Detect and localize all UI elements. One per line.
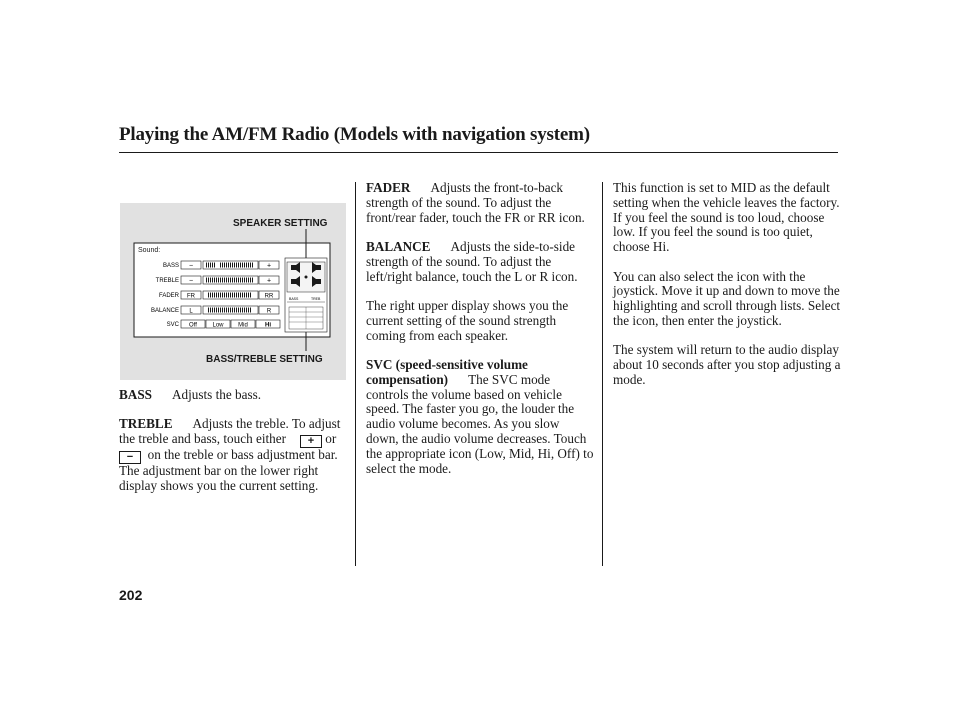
display-paragraph: The right upper display shows you the current setting of the sound strength coming from each speaker.	[366, 297, 569, 343]
treble-term: TREBLE	[119, 416, 173, 432]
column-divider-1	[355, 182, 356, 566]
svc-term: SVC (speed-sensitive volume compensation)	[366, 356, 528, 387]
bass-description: Adjusts the bass.	[172, 387, 262, 402]
small-bass-label: BASS	[289, 297, 299, 301]
treble-paragraph	[119, 417, 347, 493]
bass-term: BASS	[119, 387, 152, 402]
svc-paragraph	[366, 358, 594, 476]
svc-hi: Hi	[265, 322, 271, 329]
svc-low: Low	[212, 322, 224, 329]
page-title: Playing the AM/FM Radio (Models with navigation system)	[119, 124, 590, 145]
page-number: 202	[119, 587, 143, 603]
fader-rr: RR	[264, 293, 274, 300]
balance-paragraph	[366, 240, 594, 284]
sound-screen-illustration	[120, 203, 346, 380]
column-1	[119, 388, 347, 508]
fader-paragraph	[366, 181, 594, 225]
row-label-treble: TREBLE	[155, 278, 179, 284]
small-treb-label: TREB	[311, 297, 321, 301]
balance-description: Adjusts the side-to-side strength of the sound. To adjust the left/right balance, touch the L or R icon.	[366, 238, 578, 284]
bass-plus: +	[266, 262, 272, 270]
bass-paragraph	[119, 388, 347, 403]
speaker-display	[285, 258, 327, 332]
row-label-fader: FADER	[158, 293, 179, 299]
fader-description: Adjusts the front-to-back strength of the sound. To adjust the front/rear fader, touch the FR or RR icon.	[366, 180, 585, 225]
column-3	[613, 181, 843, 402]
row-label-svc: SVC	[166, 322, 179, 328]
minus-icon: −	[119, 451, 141, 464]
row-label-bass: BASS	[162, 263, 179, 269]
bass-minus: −	[188, 262, 194, 270]
treble-plus: +	[266, 277, 272, 285]
treble-description-1: Adjusts the treble. To adjust the treble and bass, touch either	[119, 416, 341, 447]
sound-settings-figure	[120, 203, 346, 380]
balance-l: L	[189, 308, 193, 315]
default-setting-paragraph: This function is set to MID as the default setting when the vehicle leaves the factory. If you feel the sound is too loud, choose low. If you feel the sound is too quiet, choose Hi.	[613, 180, 840, 255]
title-rule	[119, 152, 838, 153]
plus-icon: +	[300, 435, 322, 448]
row-label-balance: BALANCE	[150, 308, 179, 314]
or-text: or	[325, 431, 337, 447]
column-divider-2	[602, 182, 603, 566]
svc-description: The SVC mode controls the volume based on vehicle speed. The faster you go, the louder the audio volume becomes. As you slow down, the audio volume decreases. Touch the appropriate icon (Low, Mid, Hi, Off) to select the mode.	[366, 371, 594, 476]
column-2	[366, 181, 594, 491]
screen-label: Sound:	[138, 247, 161, 254]
svc-off: Off	[189, 322, 197, 329]
fader-term: FADER	[366, 180, 411, 195]
svc-mid: Mid	[238, 322, 248, 329]
speaker-setting-caption: SPEAKER SETTING	[233, 218, 328, 229]
balance-term: BALANCE	[366, 238, 431, 254]
treble-description-2: on the treble or bass adjustment bar. The adjustment bar on the lower right display shows you the current setting.	[119, 447, 338, 493]
joystick-paragraph: You can also select the icon with the joystick. Move it up and down to move the highlighting and scroll through lists. Select the icon, then enter the joystick.	[613, 268, 841, 328]
bass-treble-setting-caption: BASS/TREBLE SETTING	[206, 354, 323, 365]
balance-r: R	[266, 308, 272, 315]
treble-minus: −	[188, 277, 194, 285]
fader-fr: FR	[187, 293, 195, 300]
return-paragraph: The system will return to the audio display about 10 seconds after you stop adjusting a mode.	[613, 342, 841, 387]
